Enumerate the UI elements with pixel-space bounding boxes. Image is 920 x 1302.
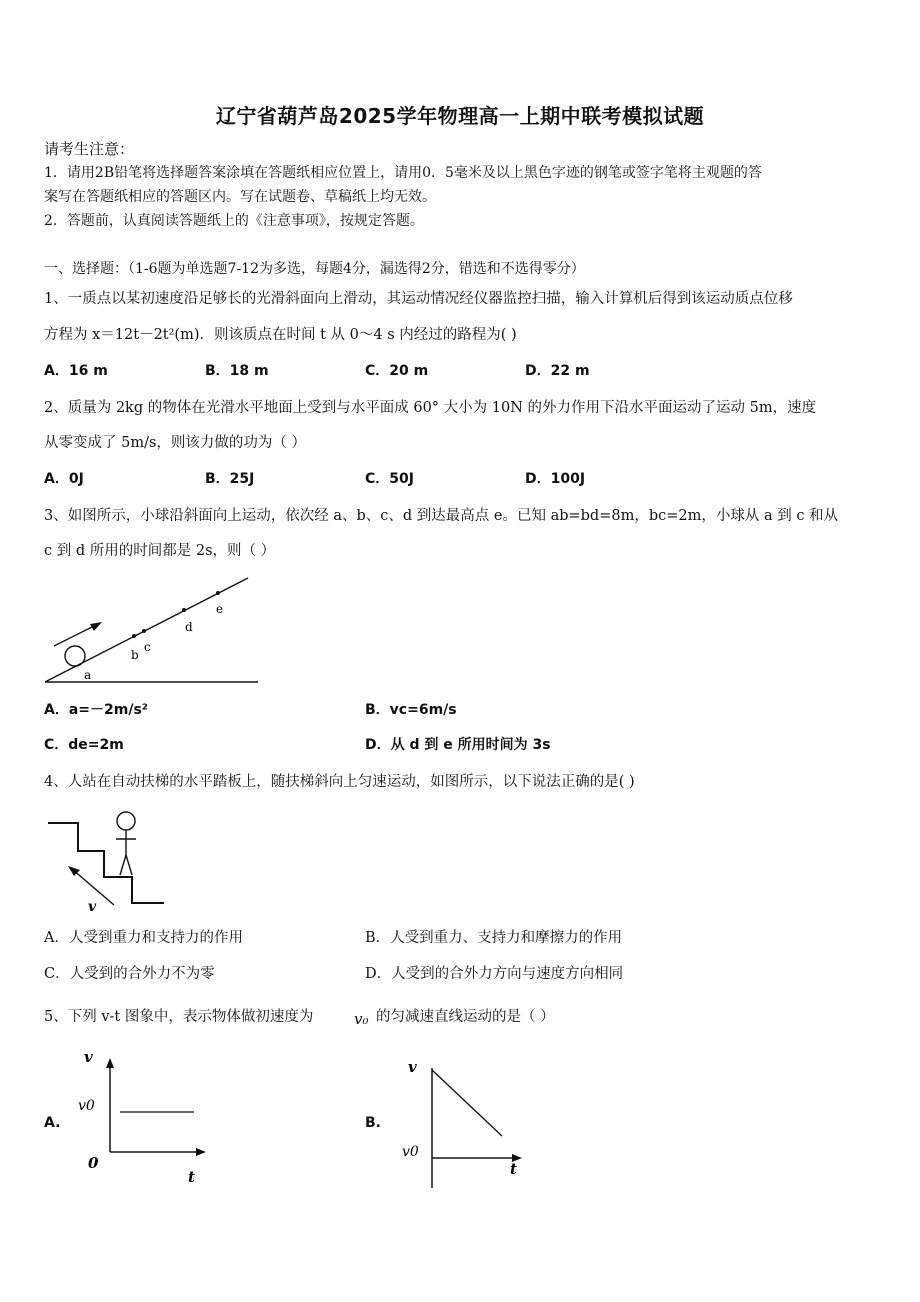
- point-d: [182, 608, 186, 612]
- q3-option-c[interactable]: C．de=2m: [44, 737, 124, 753]
- q4-option-b[interactable]: B．人受到重力、支持力和摩擦力的作用: [365, 930, 623, 946]
- q1-line-1: 1、一质点以某初速度沿足够长的光滑斜面向上滑动，其运动情况经仪器监控扫描，输入计算机后得到该运动质点位移: [44, 291, 793, 307]
- label-v: v: [88, 899, 97, 915]
- v-line: [432, 1070, 502, 1136]
- notice-line-2: 2．答题前，认真阅读答题纸上的《注意事项》，按规定答题。: [44, 213, 424, 229]
- q5-v0: v₀: [354, 1010, 369, 1028]
- x-label: t: [188, 1168, 195, 1186]
- q1-line-2: 方程为 x＝12t－2t²(m)．则该质点在时间 t 从 0～4 s 内经过的路程为( ): [44, 327, 517, 343]
- graph-b: [398, 1050, 538, 1195]
- v0-label: v0: [402, 1144, 419, 1160]
- q4-option-a[interactable]: A．人受到重力和支持力的作用: [44, 930, 243, 946]
- point-c: [142, 629, 146, 633]
- stairs: [48, 823, 164, 903]
- notice-line-1: 1．请用2B铅笔将选择题答案涂填在答题纸相应位置上，请用0．5毫米及以上黑色字迹的钢笔或签字笔将主观题的答: [44, 165, 762, 181]
- page-title: 辽宁省葫芦岛2025学年物理高一上期中联考模拟试题: [215, 104, 705, 128]
- q4-line-1: 4、人站在自动扶梯的水平踏板上，随扶梯斜向上匀速运动，如图所示，以下说法正确的是( ): [44, 774, 635, 790]
- q2-option-d[interactable]: D．100J: [525, 471, 586, 487]
- incline-figure: [40, 572, 270, 690]
- section-heading: 一、选择题：（1-6题为单选题7-12为多选，每题4分，漏选得2分，错选和不选得零分）: [44, 261, 585, 277]
- notice-heading: 请考生注意：: [44, 140, 135, 158]
- person-head: [117, 812, 135, 830]
- point-e: [216, 591, 220, 595]
- q2-line-1: 2、质量为 2kg 的物体在光滑水平地面上受到与水平面成 60° 大小为 10N 的外力作用下沿水平面运动了运动 5m，速度: [44, 400, 817, 416]
- q3-line-2: c 到 d 所用的时间都是 2s，则（ ）: [44, 543, 276, 559]
- velocity-arrow: [54, 624, 98, 646]
- arrow-head: [90, 622, 102, 631]
- label-b: b: [131, 648, 139, 662]
- label-a: a: [84, 668, 92, 682]
- origin-label: 0: [88, 1154, 99, 1172]
- point-b: [132, 634, 136, 638]
- q2-line-2: 从零变成了 5m/s，则该力做的功为（ ）: [44, 435, 307, 451]
- graph-a: [72, 1040, 222, 1190]
- ball: [65, 646, 85, 666]
- q5-line-1: 5、下列 v-t 图象中，表示物体做初速度为: [44, 1009, 314, 1025]
- q5-option-b[interactable]: B.: [365, 1115, 381, 1131]
- label-d: d: [185, 620, 193, 634]
- q4-option-d[interactable]: D．人受到的合外力方向与速度方向相同: [365, 966, 624, 982]
- q4-option-c[interactable]: C．人受到的合外力不为零: [44, 966, 215, 982]
- q2-option-b[interactable]: B．25J: [205, 471, 255, 487]
- y-arrow: [106, 1058, 114, 1068]
- label-c: c: [144, 640, 151, 654]
- q2-option-a[interactable]: A．0J: [44, 471, 84, 487]
- x-label: t: [510, 1160, 517, 1178]
- y-label: v: [408, 1058, 417, 1076]
- q1-option-d[interactable]: D．22 m: [525, 363, 590, 379]
- q5-line-1b: 的匀减速直线运动的是（ ）: [376, 1009, 555, 1025]
- q3-option-a[interactable]: A．a=－2m/s²: [44, 702, 148, 718]
- q3-option-d[interactable]: D．从 d 到 e 所用时间为 3s: [365, 737, 551, 753]
- q5-option-a[interactable]: A.: [44, 1115, 61, 1131]
- x-arrow: [196, 1148, 206, 1156]
- q1-option-a[interactable]: A．16 m: [44, 363, 108, 379]
- q3-line-1: 3、如图所示，小球沿斜面向上运动，依次经 a、b、c、d 到达最高点 e。已知 ab=bd=8m，bc=2m，小球从 a 到 c 和从: [44, 508, 839, 524]
- person-leg-right: [126, 855, 132, 875]
- notice-line-1b: 案写在答题纸相应的答题区内。写在试题卷、草稿纸上均无效。: [44, 189, 436, 205]
- y-label: v: [84, 1048, 93, 1066]
- escalator-figure: [44, 805, 164, 915]
- q3-option-b[interactable]: B．vc=6m/s: [365, 702, 457, 718]
- q2-option-c[interactable]: C．50J: [365, 471, 414, 487]
- q1-option-b[interactable]: B．18 m: [205, 363, 269, 379]
- q1-option-c[interactable]: C．20 m: [365, 363, 429, 379]
- v0-label: v0: [78, 1098, 95, 1114]
- person-leg-left: [120, 855, 126, 875]
- label-e: e: [216, 602, 224, 616]
